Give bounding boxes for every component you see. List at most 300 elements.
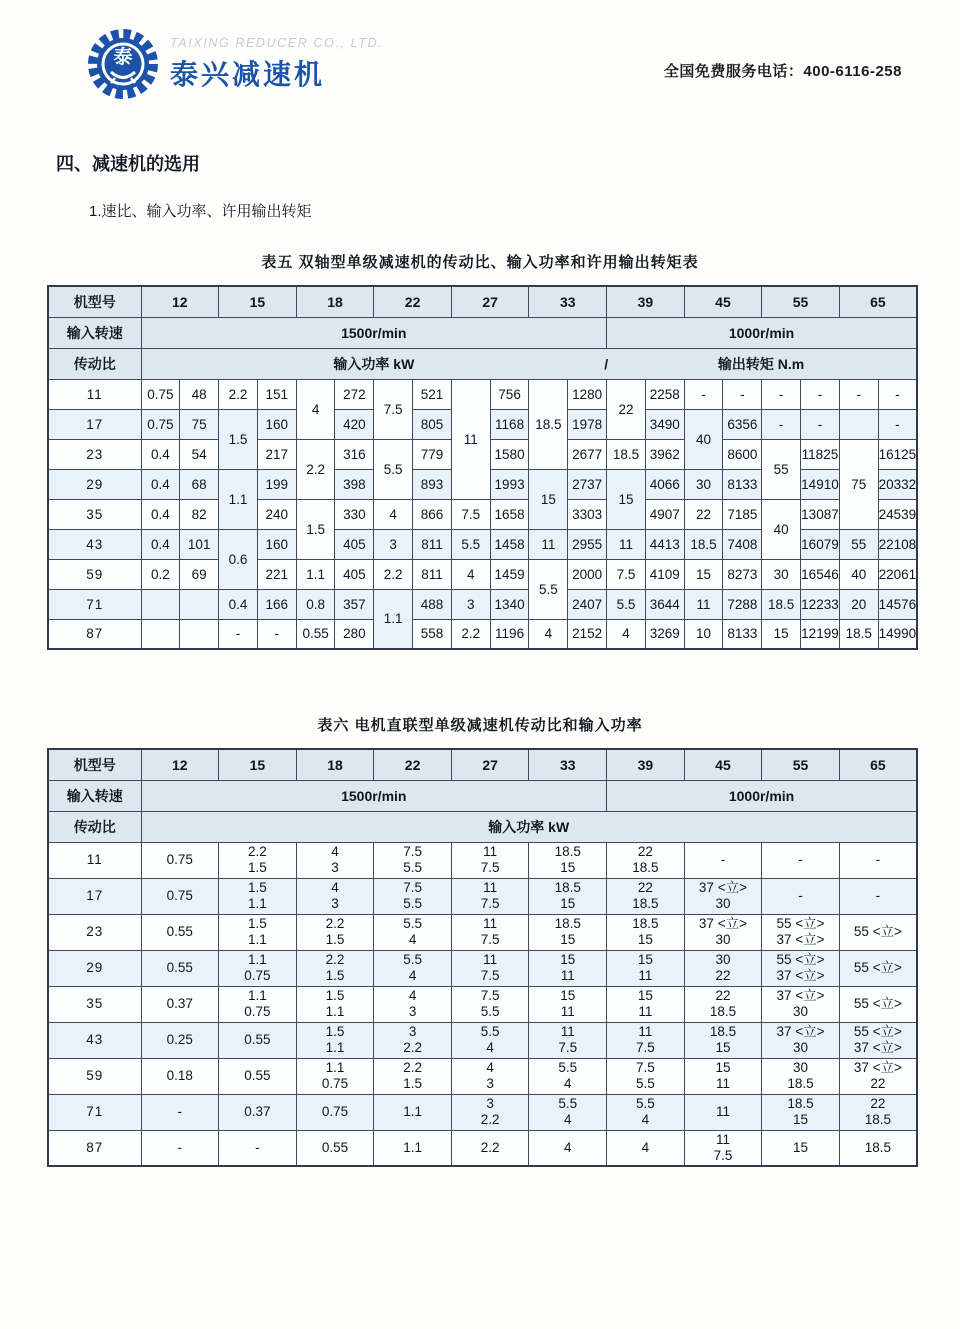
value-line: 1.5 [248,880,267,895]
value-cell: 18.5 [839,619,878,649]
value-line: 3 [408,1024,417,1039]
value-line: 1.5 [325,988,345,1003]
value-line: 4 [331,880,339,895]
ratio-cell: 23 [48,439,141,469]
value-cell: - [219,1130,297,1166]
value-cell: 24539 [878,499,917,529]
value-cell: 18.5 [684,529,723,559]
value-cell: 0.75 [141,842,219,878]
value-cell: - [878,379,917,409]
value-line: 30 [715,932,731,947]
value-cell: 0.18 [141,1058,219,1094]
value-cell: 40 [762,499,801,559]
value-cell: - [723,379,762,409]
value-cell: 0.4 [141,439,180,469]
value-cell: 0.75 [141,878,219,914]
value-cell: 3 [374,529,413,559]
value-cell: 0.55 [296,619,335,649]
value-line: 1.1 [248,932,267,947]
value-line: 15 [560,952,576,967]
speed-header-row [48,780,917,811]
value-cell: 0.4 [141,499,180,529]
units-cell [141,348,917,379]
value-cell: 4109 [645,559,684,589]
value-cell: 3303 [568,499,607,529]
value-cell [607,914,685,950]
value-line: 11 [483,880,498,895]
value-line: 15 [793,1112,809,1127]
value-line: 37 <立> [776,1024,825,1039]
ratio-cell: 43 [48,1022,141,1058]
unit-header-row [48,811,917,842]
value-cell: 151 [257,379,296,409]
value-cell: - [801,409,840,439]
value-cell: 15 [762,619,801,649]
value-cell [219,914,297,950]
value-cell: 22108 [878,529,917,559]
model-cell: 12 [141,749,219,780]
value-cell: 30 [762,559,801,589]
value-cell [180,619,219,649]
value-cell: 18.5 [762,589,801,619]
value-cell: 18.5 [839,1130,917,1166]
logo-character: 泰 [113,47,133,68]
value-line: 5.5 [480,1004,500,1019]
value-line: 2.2 [248,844,267,859]
table6-title: 表六 电机直联型单级减速机传动比和输入功率 [317,717,643,734]
ratio-cell: 29 [48,469,141,499]
value-cell: - [839,379,878,409]
data-row [48,950,917,986]
section-subtitle: 1.速比、输入功率、许用输出转矩 [89,203,312,220]
value-cell [374,950,452,986]
value-cell: 1459 [490,559,529,589]
value-cell: 405 [335,559,374,589]
value-cell [219,986,297,1022]
value-line: 37 <立> [853,1040,902,1055]
ratio-cell: 17 [48,878,141,914]
value-line: 22 [715,968,731,983]
value-line: 18.5 [709,1004,737,1019]
ratio-cell: 87 [48,1130,141,1166]
value-cell: 11 [529,529,568,559]
value-cell [684,1022,762,1058]
value-cell: 7408 [723,529,762,559]
value-cell [296,1022,374,1058]
table5-container [47,285,918,650]
value-cell: 18.5 [529,379,568,469]
value-line: 7.5 [480,988,500,1003]
value-cell: 18.5 [607,439,646,469]
value-cell: 166 [257,589,296,619]
value-line: 1.5 [325,968,345,983]
value-cell [451,842,529,878]
value-line: 11 [638,1004,653,1019]
value-line: 15 [637,988,653,1003]
value-line: 37 <立> [776,932,825,947]
value-cell [839,1022,917,1058]
value-line: 1.1 [325,1004,345,1019]
model-cell: 33 [529,286,607,317]
value-cell: 6356 [723,409,762,439]
value-line: 15 [715,1040,731,1055]
value-cell: 2.2 [374,559,413,589]
value-line: 1.1 [248,952,267,967]
value-line: 5.5 [635,1096,655,1111]
ratio-cell: 71 [48,589,141,619]
value-cell: 10 [684,619,723,649]
value-cell: 0.8 [296,589,335,619]
value-cell: 1458 [490,529,529,559]
value-line: 2.2 [325,952,345,967]
value-line: 30 [793,1060,809,1075]
value-cell: 160 [257,409,296,439]
value-cell: 8600 [723,439,762,469]
value-line: 18.5 [632,916,659,931]
value-cell: 0.25 [141,1022,219,1058]
value-cell: - [762,409,801,439]
value-cell [451,986,529,1022]
value-cell: 558 [413,619,452,649]
value-cell: 15 [684,559,723,589]
value-line: 5.5 [558,1096,578,1111]
value-cell [607,950,685,986]
value-cell: 2955 [568,529,607,559]
model-cell: 15 [219,749,297,780]
value-line: 0.75 [244,1004,271,1019]
value-cell: 0.55 [219,1058,297,1094]
value-cell [374,878,452,914]
value-cell [607,878,685,914]
value-cell [451,950,529,986]
value-cell: 68 [180,469,219,499]
value-line: 18.5 [709,1024,737,1039]
value-cell [529,1058,607,1094]
value-cell [684,986,762,1022]
value-cell: 420 [335,409,374,439]
value-cell: 0.4 [141,529,180,559]
value-line: 5.5 [635,1076,655,1091]
value-cell [296,842,374,878]
value-line: 15 [637,952,653,967]
speed-label-cell: 输入转速 [48,317,141,348]
value-cell [529,1022,607,1058]
value-cell: 221 [257,559,296,589]
value-line: 1.5 [403,1076,422,1091]
value-line: 18.5 [632,896,659,911]
value-cell: - [801,379,840,409]
value-line: 11 [483,952,498,967]
value-cell: 8133 [723,469,762,499]
value-line: 7.5 [403,844,422,859]
value-cell [607,1058,685,1094]
unit-divider: / [604,355,609,372]
value-cell: 48 [180,379,219,409]
value-cell: 4 [607,619,646,649]
value-cell: 1978 [568,409,607,439]
value-line: 15 [637,932,653,947]
speed-1500-cell: 1500r/min [141,780,607,811]
value-line: 11 [715,1131,730,1147]
power-unit-label: 输入功率 kW [333,355,415,372]
value-cell: 1.1 [374,1130,452,1166]
value-cell [529,986,607,1022]
value-line: 3 [486,1076,494,1091]
value-cell: 160 [257,529,296,559]
value-cell [607,842,685,878]
value-cell [296,1058,374,1094]
value-line: 7.5 [480,860,500,875]
value-cell: 2407 [568,589,607,619]
value-cell: - [684,842,762,878]
value-cell [529,878,607,914]
value-line: 7.5 [480,968,500,983]
model-cell: 15 [219,286,297,317]
value-cell: 5.5 [451,529,490,559]
value-cell: 11825 [801,439,840,469]
value-cell: 330 [335,499,374,529]
value-line: 1.1 [325,1060,345,1075]
value-cell [684,914,762,950]
value-cell [451,914,529,950]
value-cell: 3962 [645,439,684,469]
value-cell: 0.55 [141,914,219,950]
value-line: 4 [564,1112,572,1127]
value-cell [141,589,180,619]
data-row [48,589,917,619]
value-cell [296,878,374,914]
value-line: 5.5 [403,916,422,931]
value-cell: 14576 [878,589,917,619]
value-cell [684,950,762,986]
value-line: 1.1 [325,1040,345,1055]
data-row [48,986,917,1022]
value-cell: 22 [684,499,723,529]
value-cell [451,1058,529,1094]
t5-table [47,285,918,650]
value-cell [762,950,840,986]
value-line: 15 [560,860,576,875]
value-cell: 1.1 [374,1094,452,1130]
value-line: 5.5 [403,952,422,967]
ratio-label-cell: 传动比 [48,348,141,379]
value-cell: 12233 [801,589,840,619]
value-cell: 4 [296,379,335,439]
value-line: 2.2 [325,916,345,931]
value-cell: 0.55 [141,950,219,986]
value-cell: 1280 [568,379,607,409]
value-cell [684,1130,762,1166]
value-cell: 54 [180,439,219,469]
value-cell: 14990 [878,619,917,649]
data-row [48,1022,917,1058]
ratio-cell: 23 [48,914,141,950]
value-cell: 16546 [801,559,840,589]
value-cell: 4 [607,1130,685,1166]
value-cell: 272 [335,379,374,409]
value-line: 55 <立> [853,1024,902,1039]
value-line: 18.5 [554,916,581,931]
value-line: 4 [408,932,417,947]
value-cell: 16079 [801,529,840,559]
value-line: 37 <立> [776,968,825,983]
ratio-cell: 11 [48,842,141,878]
value-line: 18.5 [787,1096,814,1111]
value-cell: 0.4 [219,589,258,619]
value-cell: 4907 [645,499,684,529]
value-cell: 4 [529,619,568,649]
value-cell: 2.2 [296,439,335,499]
value-line: 4 [486,1060,494,1075]
value-line: 4 [641,1112,650,1127]
page-header [0,0,960,102]
value-line: 37 <立> [853,1060,902,1075]
value-cell: 1.5 [296,499,335,559]
speed-label-cell: 输入转速 [48,780,141,811]
value-line: 4 [408,968,417,983]
value-cell: 75 [839,439,878,529]
value-line: 37 <立> [698,916,747,931]
model-cell: 22 [374,286,452,317]
value-line: 22 [870,1076,886,1091]
model-cell: 39 [607,286,685,317]
model-cell: 22 [374,749,452,780]
model-header-row [48,286,917,317]
value-line: 15 [715,1060,731,1075]
value-line: 1.5 [325,1024,345,1039]
value-cell: 2152 [568,619,607,649]
value-cell: 1196 [490,619,529,649]
value-cell: 405 [335,529,374,559]
value-line: 7.5 [635,1040,655,1055]
model-cell: 65 [839,286,917,317]
value-cell: 280 [335,619,374,649]
value-line: 15 [560,988,576,1003]
value-line: 55 <立> [776,916,825,931]
value-line: 37 <立> [698,880,747,895]
value-cell: 521 [413,379,452,409]
value-cell: - [141,1094,219,1130]
value-cell [296,950,374,986]
value-cell: 12199 [801,619,840,649]
value-line: 7.5 [403,880,422,895]
value-cell: 55 <立> [839,950,917,986]
value-line: 7.5 [635,1060,655,1075]
value-cell: 4 [529,1130,607,1166]
value-line: 1.5 [248,860,267,875]
value-cell: 55 <立> [839,986,917,1022]
value-cell: 40 [684,409,723,469]
value-line: 22 [637,880,653,895]
value-cell: 199 [257,469,296,499]
value-line: 11 [715,1076,730,1091]
ratio-cell: 11 [48,379,141,409]
value-cell: - [762,379,801,409]
value-cell: 15 [529,469,568,529]
value-line: 30 [793,1004,809,1019]
ratio-cell: 35 [48,499,141,529]
value-cell: 4 [451,559,490,589]
value-line: 30 [793,1040,809,1055]
value-line: 5.5 [403,860,422,875]
value-cell: 40 [839,559,878,589]
ratio-cell: 71 [48,1094,141,1130]
data-row [48,914,917,950]
value-cell [180,589,219,619]
value-cell: 1580 [490,439,529,469]
value-cell [762,1094,840,1130]
value-cell: 811 [413,559,452,589]
value-cell: 1658 [490,499,529,529]
value-line: 11 [560,1004,575,1019]
value-cell: 8133 [723,619,762,649]
model-cell: 27 [451,749,529,780]
data-row [48,842,917,878]
model-cell: 18 [296,286,374,317]
value-cell: - [762,842,840,878]
value-cell: 4 [374,499,413,529]
value-line: 11 [483,916,498,931]
value-line: 5.5 [480,1024,500,1039]
value-cell: 0.4 [141,469,180,499]
value-cell: 7.5 [607,559,646,589]
value-line: 22 [870,1096,886,1111]
value-cell: 1993 [490,469,529,499]
value-cell [529,914,607,950]
value-cell: 1.1 [219,469,258,529]
value-cell: 2.2 [451,1130,529,1166]
value-cell: 0.75 [296,1094,374,1130]
value-cell: 0.37 [219,1094,297,1130]
value-cell [374,1022,452,1058]
value-cell [529,950,607,986]
value-cell: 2.2 [451,619,490,649]
model-cell: 55 [762,749,840,780]
value-cell: 13087 [801,499,840,529]
value-cell [374,986,452,1022]
ratio-cell: 59 [48,1058,141,1094]
model-header-row [48,749,917,780]
value-line: 5.5 [403,896,422,911]
value-cell: 2258 [645,379,684,409]
unit-header-row [48,348,917,379]
ratio-cell: 35 [48,986,141,1022]
data-row [48,379,917,409]
model-cell: 33 [529,749,607,780]
value-line: 4 [408,988,417,1003]
ratio-cell: 43 [48,529,141,559]
ratio-cell: 17 [48,409,141,439]
value-cell: 1168 [490,409,529,439]
value-cell [839,409,878,439]
value-cell: 1.1 [296,559,335,589]
value-cell [762,1058,840,1094]
power-unit-cell: 输入功率 kW [141,811,917,842]
value-cell: 5.5 [529,559,568,619]
value-line: 2.2 [480,1112,500,1127]
value-line: 11 [560,968,575,983]
model-cell: 39 [607,749,685,780]
value-cell: 55 [839,529,878,559]
value-cell [296,914,374,950]
value-line: 7.5 [480,896,500,911]
value-line: 0.75 [321,1076,349,1091]
value-cell: 16125 [878,439,917,469]
value-cell: 866 [413,499,452,529]
model-cell: 55 [762,286,840,317]
value-cell: 5.5 [607,589,646,619]
value-cell: 1.1 [374,589,413,649]
